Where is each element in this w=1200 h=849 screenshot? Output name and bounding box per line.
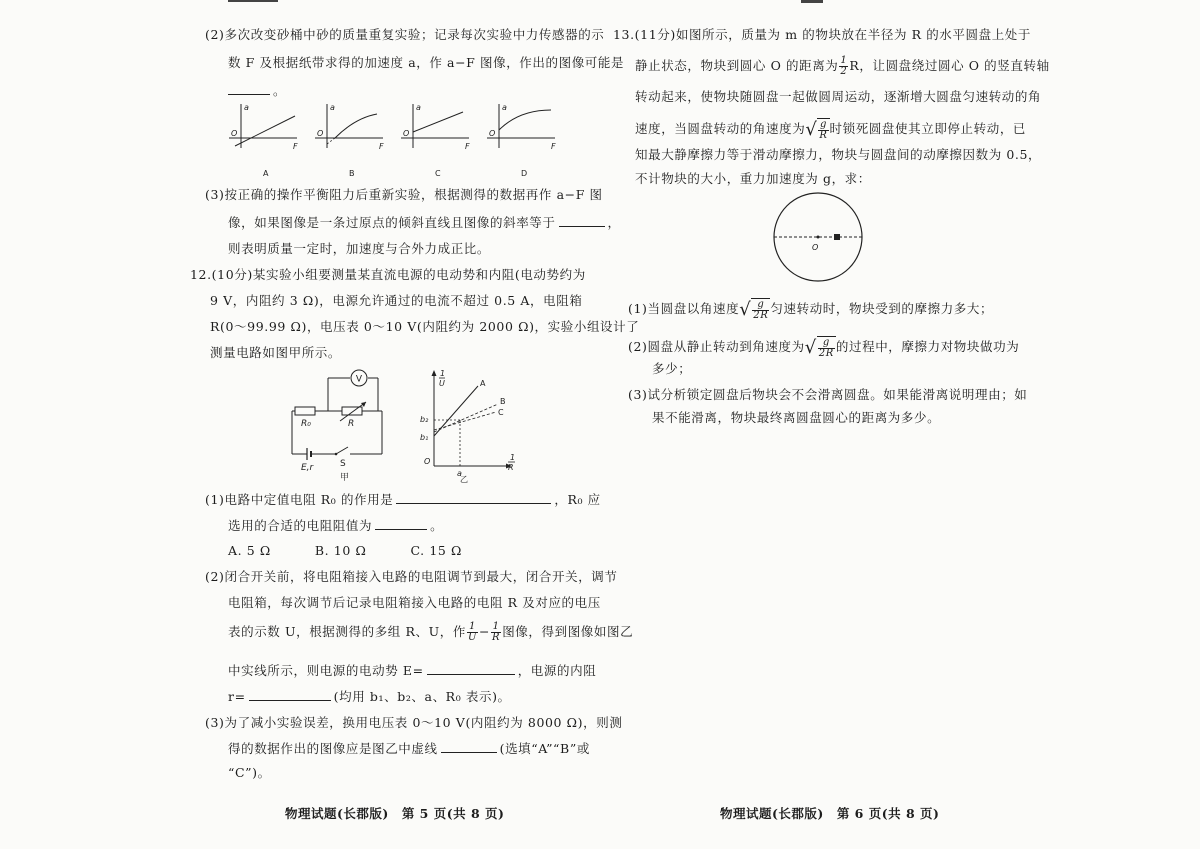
axis-label: a <box>416 103 421 112</box>
q13-line1: 13.(11分)如图所示，质量为 m 的物块放在半径为 R 的水平圆盘上处于 <box>613 27 1031 42</box>
q12-line1: 12.(10分)某实验小组要测量某直流电源的电动势和内阻(电动势约为 <box>190 267 586 282</box>
q13-2: (2)圆盘从静止转动到角速度为 √ $\frac{g}{2R}$ 的过程中，摩擦力对物块做功为 <box>628 336 1020 359</box>
a-f-graph-options <box>225 100 575 180</box>
q11-2-line3: 。 <box>228 82 286 100</box>
q12-3-line3: “C”)。 <box>228 765 271 780</box>
graph-line <box>235 116 295 146</box>
origin-label: O <box>317 129 324 138</box>
q12-2-line2: 电阻箱，每次调节后记录电阻箱接入电路的电阻 R 及对应的电压 <box>228 595 601 610</box>
axis-label: F <box>379 142 384 151</box>
svg-text:O: O <box>424 457 431 466</box>
q13-line5: 知最大静摩擦力等于滑动摩擦力，物块与圆盘间的动摩擦因数为 0.5， <box>635 147 1042 162</box>
svg-text:R₀: R₀ <box>301 419 311 429</box>
q13-line3: 转动起来，使物块随圆盘一起做圆周运动，逐渐增大圆盘匀速转动的角 <box>635 89 1042 104</box>
right-page <box>600 0 1200 849</box>
axis-label: a <box>330 103 335 112</box>
q12-3-line2: 得的数据作出的图像应是图乙中虚线 (选填“A”“B”或 <box>228 741 590 756</box>
q13-2-cont: 多少； <box>652 361 692 376</box>
q12-1-line1: (1)电路中定值电阻 R₀ 的作用是 ，R₀ 应 <box>205 492 601 507</box>
svg-text:C: C <box>498 408 504 417</box>
graph-curve <box>335 114 377 138</box>
q12-3-line1: (3)为了减小实验误差，换用电压表 0～10 V(内阻约为 8000 Ω)，则测 <box>205 715 623 730</box>
axis-label: F <box>551 142 556 151</box>
block-icon <box>834 234 840 240</box>
switch-icon <box>336 447 348 454</box>
q11-3-line2: 像，如果图像是一条过原点的倾斜直线且图像的斜率等于 ， <box>228 215 621 230</box>
graph-line <box>413 112 463 132</box>
q13-line2: 静止状态，物块到圆心 O 的距离为 $\frac{1}{2}$ R，让圆盘绕过圆心 O 的竖直转轴 <box>635 55 1050 77</box>
q11-3-line3: 则表明质量一定时，加速度与合外力成正比。 <box>228 241 491 256</box>
option-label: B <box>349 169 355 178</box>
center-point <box>817 236 820 239</box>
answer-blank <box>375 517 427 530</box>
option-label: A <box>263 169 269 178</box>
option-label: D <box>521 169 528 178</box>
inverse-u-r-graph <box>416 364 526 484</box>
answer-blank <box>249 688 331 701</box>
answer-blank <box>396 491 551 504</box>
scan-top-mark <box>801 0 823 3</box>
axis-label: a <box>502 103 507 112</box>
resistance-box-icon <box>342 407 362 415</box>
q12-2-line1: (2)闭合开关前，将电阻箱接入电路的电阻调节到最大，闭合开关，调节 <box>205 569 618 584</box>
circuit-diagram <box>280 366 390 484</box>
q13-3-line1: (3)试分析锁定圆盘后物块会不会滑离圆盘。如果能滑离说明理由；如 <box>628 387 1028 402</box>
option-label: C <box>435 169 441 178</box>
q11-2-line1: (2)多次改变砂桶中砂的质量重复实验；记录每次实验中力传感器的示 <box>205 27 605 42</box>
axis-label: a <box>244 103 249 112</box>
q12-line2: 9 V，内阻约 3 Ω)，电源允许通过的电流不超过 0.5 A，电阻箱 <box>210 293 583 308</box>
svg-text:V: V <box>355 374 363 385</box>
svg-text:O: O <box>812 243 819 252</box>
svg-text:1: 1 <box>510 453 516 462</box>
answer-blank <box>441 740 497 753</box>
svg-text:A: A <box>480 379 486 388</box>
svg-text:R: R <box>348 419 355 429</box>
q12-2-line4: 中实线所示，则电源的电动势 E= ，电源的内阻 <box>228 663 597 678</box>
graph-dashed-ext <box>327 138 335 144</box>
axis-label: F <box>293 142 298 151</box>
svg-text:U: U <box>439 379 445 388</box>
graph-curve <box>499 110 551 130</box>
svg-text:S: S <box>340 459 346 469</box>
svg-text:甲: 甲 <box>340 473 350 483</box>
origin-label: O <box>489 129 496 138</box>
svg-text:b₁: b₁ <box>420 433 429 442</box>
answer-blank <box>228 82 270 95</box>
q11-3-line1: (3)按正确的操作平衡阻力后重新实验，根据测得的数据再作 a−F 图 <box>205 187 603 202</box>
q12-2-line5: r= (均用 b₁、b₂、a、R₀ 表示)。 <box>228 689 511 704</box>
svg-text:a: a <box>457 469 462 478</box>
origin-label: O <box>231 129 238 138</box>
svg-text:1: 1 <box>440 369 446 378</box>
svg-text:E,r: E,r <box>301 463 314 473</box>
svg-text:b₂: b₂ <box>420 415 429 424</box>
q13-1: (1)当圆盘以角速度 √ $\frac{g}{2R}$ 匀速转动时，物块受到的摩擦力多大； <box>628 298 994 321</box>
svg-text:乙: 乙 <box>460 475 468 484</box>
q12-line3: R(0～99.99 Ω)，电压表 0～10 V(内阻约为 2000 Ω)，实验小组设计了 <box>210 319 640 334</box>
q12-1-choices: A. 5 Ω B. 10 Ω C. 15 Ω <box>228 543 462 558</box>
q13-line4: 速度，当圆盘转动的角速度为 √ $\frac{g}{R}$ 时锁死圆盘使其立即停止转动，已 <box>635 118 1027 141</box>
svg-text:R: R <box>508 463 514 472</box>
axis-label: F <box>465 142 470 151</box>
page-footer: 物理试题(长郡版) 第 6 页(共 8 页) <box>720 806 940 821</box>
q12-2-line3: 表的示数 U，根据测得的多组 R、U，作 $\frac{1}{U}$ − $\frac{1}{R}$ 图像，得到图像如图乙 <box>228 621 634 643</box>
q12-1-line2: 选用的合适的电阻阻值为 。 <box>228 518 444 533</box>
q13-3-line2: 果不能滑离，物块最终离圆盘圆心的距离为多少。 <box>652 410 941 425</box>
answer-blank <box>559 214 605 227</box>
answer-blank <box>427 662 515 675</box>
page-footer: 物理试题(长郡版) 第 5 页(共 8 页) <box>285 806 505 821</box>
scan-top-mark <box>228 0 278 2</box>
rotating-disk-diagram <box>768 190 868 288</box>
resistor-r0-icon <box>295 407 315 415</box>
q11-2-line2: 数 F 及根据纸带求得的加速度 a，作 a−F 图像，作出的图像可能是 <box>228 55 625 70</box>
q13-line6: 不计物块的大小，重力加速度为 g，求： <box>635 171 871 186</box>
origin-label: O <box>403 129 410 138</box>
svg-text:B: B <box>500 397 506 406</box>
q12-line4: 测量电路如图甲所示。 <box>210 345 342 360</box>
